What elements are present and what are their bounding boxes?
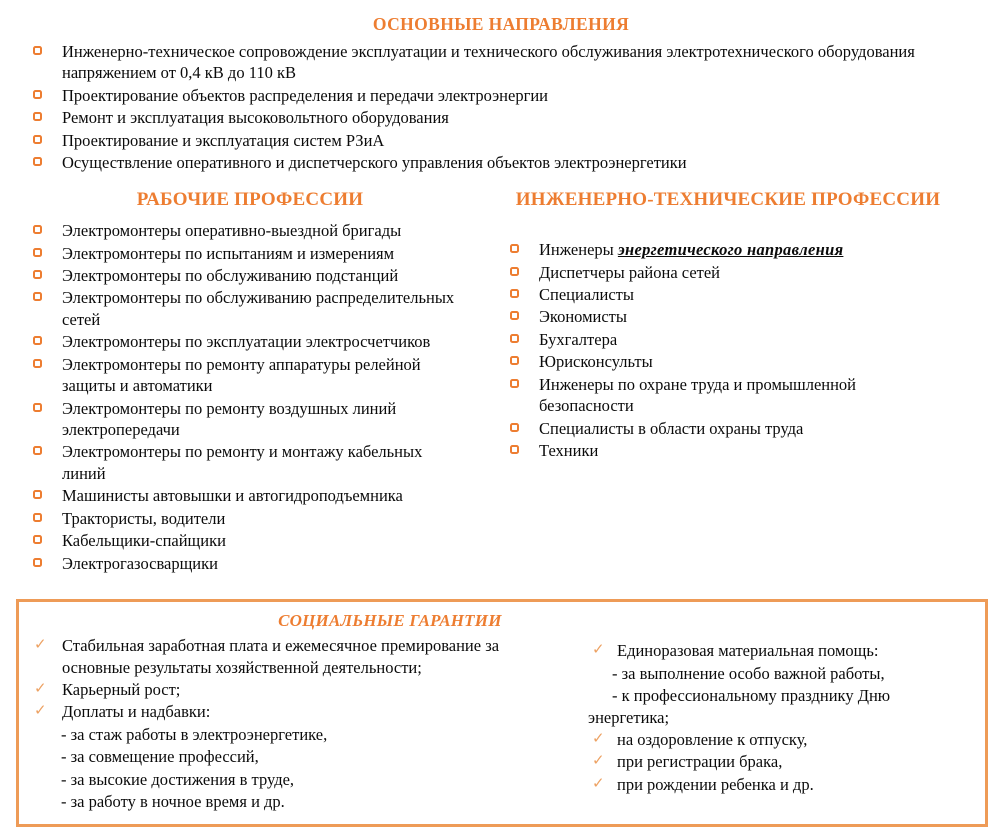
checkbox-bullet-icon: [510, 351, 539, 372]
list-item-text: Юрисконсульты: [539, 352, 653, 372]
list-item-text: Инженерно-техническое сопровождение эксплуатации и технического обслуживания электротехнического оборудования напряжением от 0,4 кВ до 110 кВ: [62, 41, 915, 83]
list-item-text: Доплаты и надбавки:: [62, 702, 211, 722]
list-item: [510, 239, 882, 260]
list-item-text: Трактористы, водители: [62, 508, 226, 528]
list-item-text: на оздоровление к отпуску,: [617, 729, 808, 749]
checkbox-bullet-icon: [510, 239, 539, 260]
engineering-professions-title: ИНЖЕНЕРНО-ТЕХНИЧЕСКИЕ ПРОФЕССИИ: [515, 189, 941, 211]
working-professions-column: [0, 188, 500, 575]
list-item: [33, 287, 462, 330]
checkbox-bullet-icon: [33, 485, 62, 506]
list-item: [510, 374, 882, 417]
list-item: [510, 351, 882, 372]
list-item-text: Стабильная заработная плата и ежемесячное премирование за основные результаты хозяйственной деятельности;: [62, 636, 500, 677]
list-item: [510, 306, 882, 327]
list-item-text: Электромонтеры по обслуживанию подстанций: [62, 265, 399, 285]
list-item-text: Проектирование и эксплуатация систем РЗиА: [62, 130, 385, 150]
checkmark-icon: ✓: [592, 773, 605, 792]
list-item-text: Ремонт и эксплуатация высоковольтного оборудования: [62, 108, 449, 128]
checkmark-icon: ✓: [34, 701, 47, 720]
list-item-text: Экономисты: [539, 307, 627, 327]
sub-list-item: - за совмещение профессий,: [61, 747, 259, 767]
list-item: [33, 85, 965, 106]
list-item: [33, 220, 462, 241]
checkbox-bullet-icon: [33, 530, 62, 551]
list-item: [30, 635, 586, 678]
engineer-item-prefix: Инженеры: [539, 240, 618, 260]
checkbox-bullet-icon: [33, 130, 62, 151]
checkbox-bullet-icon: [510, 262, 539, 283]
checkbox-bullet-icon: [510, 284, 539, 305]
main-directions-title: ОСНОВНЫЕ НАПРАВЛЕНИЯ: [372, 14, 630, 34]
list-item-text: при регистрации брака,: [617, 752, 783, 772]
list-item-text: Электромонтеры по эксплуатации электросчетчиков: [62, 332, 431, 352]
list-item: [33, 41, 965, 84]
checkmark-icon: ✓: [592, 751, 605, 770]
list-item: [33, 354, 462, 397]
working-professions-list: [33, 220, 462, 574]
list-item-text: Электромонтеры по испытаниям и измерениям: [62, 243, 395, 263]
checkbox-bullet-icon: [510, 418, 539, 439]
list-item-text: Бухгалтера: [539, 329, 618, 349]
sub-list-item: - за работу в ночное время и др.: [61, 792, 285, 812]
list-item: [33, 530, 462, 551]
social-guarantees-right-column: [586, 635, 977, 814]
list-item: [33, 485, 462, 506]
list-item: [33, 441, 462, 484]
checkbox-bullet-icon: [33, 331, 62, 352]
social-guarantees-columns: [30, 635, 977, 814]
list-item: [586, 774, 977, 795]
list-item-text: Карьерный рост;: [62, 680, 181, 700]
list-item-text: Проектирование объектов распределения и передачи электроэнергии: [62, 85, 549, 105]
list-item: [586, 751, 977, 772]
section-main-directions: [0, 13, 1002, 173]
engineering-professions-column: [500, 188, 1002, 575]
checkbox-bullet-icon: [510, 374, 539, 417]
list-item: [33, 152, 965, 173]
list-item-text: Инженеры по охране труда и промышленной безопасности: [539, 374, 857, 416]
list-item: [586, 640, 977, 661]
sub-list-item: - за стаж работы в электроэнергетике,: [61, 724, 328, 744]
list-item: [510, 440, 882, 461]
list-item: [33, 130, 965, 151]
sub-list-item: - за высокие достижения в труде,: [61, 769, 295, 789]
list-item: [510, 329, 882, 350]
list-item: [33, 508, 462, 529]
social-guarantees-title: СОЦИАЛЬНЫЕ ГАРАНТИИ: [278, 611, 502, 631]
list-item-text: Осуществление оперативного и диспетчерского управления объектов электроэнергетики: [62, 152, 687, 172]
engineer-item-emphasis: энергетического направления: [617, 240, 844, 260]
sub-list-item-wrap: энергетика;: [588, 708, 670, 728]
list-item: [33, 107, 965, 128]
checkbox-bullet-icon: [33, 354, 62, 397]
list-item-text: Диспетчеры района сетей: [539, 262, 721, 282]
list-item: [510, 262, 882, 283]
slide: [0, 13, 1002, 812]
list-item-text: Специалисты: [539, 284, 634, 304]
checkbox-bullet-icon: [33, 508, 62, 529]
list-item: [586, 729, 977, 750]
section-professions: [0, 188, 1002, 575]
list-item-text: Электромонтеры по ремонту воздушных линий электропередачи: [62, 398, 397, 439]
checkbox-bullet-icon: [33, 553, 62, 574]
list-item-text: Кабельщики-спайщики: [62, 531, 226, 551]
working-professions-title: РАБОЧИЕ ПРОФЕССИИ: [136, 189, 364, 211]
list-item: [30, 701, 586, 722]
list-item-text: Машинисты автовышки и автогидроподъемника: [62, 486, 403, 506]
engineering-professions-list: [510, 239, 882, 461]
checkbox-bullet-icon: [33, 41, 62, 84]
checkbox-bullet-icon: [33, 152, 62, 173]
checkbox-bullet-icon: [33, 265, 62, 286]
social-guarantees-left-column: [30, 635, 586, 814]
checkmark-icon: ✓: [34, 679, 47, 698]
list-item: [33, 265, 462, 286]
list-item-text: при рождении ребенка и др.: [617, 774, 814, 794]
checkbox-bullet-icon: [33, 107, 62, 128]
main-directions-list: [33, 41, 965, 174]
checkbox-bullet-icon: [33, 287, 62, 330]
sub-list-item: - к профессиональному празднику Дню: [612, 686, 891, 706]
list-item-text: Электрогазосварщики: [62, 553, 218, 573]
checkbox-bullet-icon: [33, 85, 62, 106]
list-item-text: Электромонтеры по ремонту и монтажу кабельных линий: [62, 442, 423, 483]
list-item: [30, 679, 586, 700]
list-item-text: Техники: [539, 441, 599, 460]
checkbox-bullet-icon: [510, 329, 539, 350]
list-item-text: Электромонтеры по ремонту аппаратуры релейной защиты и автоматики: [62, 354, 421, 396]
list-item: [510, 418, 882, 439]
checkbox-bullet-icon: [510, 440, 539, 461]
checkbox-bullet-icon: [510, 306, 539, 327]
checkbox-bullet-icon: [33, 220, 62, 241]
checkmark-icon: ✓: [34, 635, 47, 654]
list-item: [33, 331, 462, 352]
sub-list-item: - за выполнение особо важной работы,: [612, 663, 885, 683]
list-item-text: Электромонтеры оперативно-выездной бригады: [62, 221, 402, 241]
checkbox-bullet-icon: [33, 243, 62, 264]
checkbox-bullet-icon: [33, 398, 62, 441]
checkbox-bullet-icon: [33, 441, 62, 484]
section-social-guarantees: [16, 599, 988, 827]
list-item-text: Единоразовая материальная помощь:: [617, 641, 879, 661]
checkmark-icon: ✓: [592, 640, 605, 659]
list-item: [33, 243, 462, 264]
list-item: [33, 398, 462, 441]
checkmark-icon: ✓: [592, 728, 605, 747]
list-item-text: [539, 239, 843, 260]
list-item: [510, 284, 882, 305]
list-item: [33, 553, 462, 574]
list-item-text: Электромонтеры по обслуживанию распределительных сетей: [62, 288, 455, 329]
list-item-text: Специалисты в области охраны труда: [539, 418, 804, 438]
